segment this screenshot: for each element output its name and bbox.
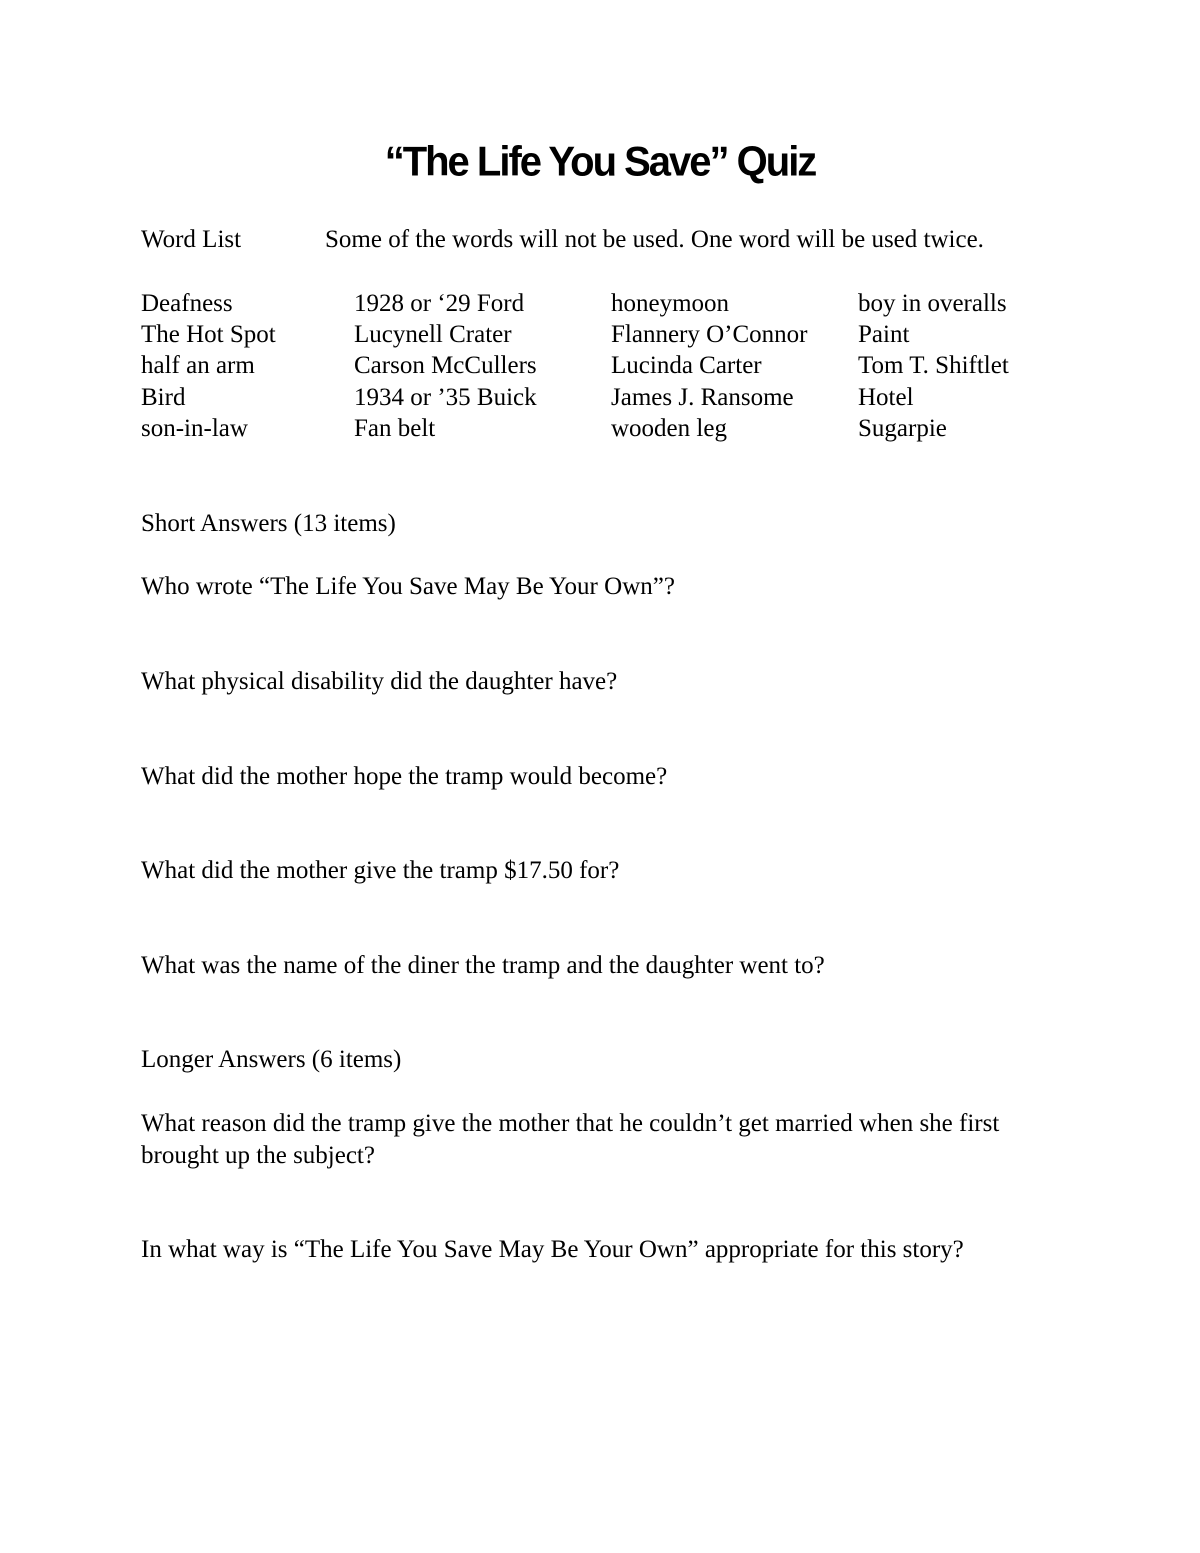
word-list-item: Tom T. Shiftlet xyxy=(858,352,1009,379)
short-answer-question: What was the name of the diner the tramp and the daughter went to? xyxy=(141,952,825,979)
short-answer-question: What physical disability did the daughter have? xyxy=(141,668,618,695)
word-list-item: James J. Ransome xyxy=(611,384,794,411)
short-answer-question: What did the mother give the tramp $17.50 for? xyxy=(141,857,620,884)
longer-answer-question: What reason did the tramp give the mother that he couldn’t get married when she first brought up the subject? xyxy=(141,1110,1000,1169)
word-list-item: 1928 or ‘29 Ford xyxy=(354,290,525,317)
word-list-item: Flannery O’Connor xyxy=(611,321,808,348)
word-list-label: Word List xyxy=(141,226,242,253)
page-title: “The Life You Save” Quiz xyxy=(384,138,816,186)
short-answers-heading: Short Answers (13 items) xyxy=(141,510,396,537)
word-list-item: Bird xyxy=(141,384,186,411)
word-list-item: Paint xyxy=(858,321,910,348)
word-list-item: The Hot Spot xyxy=(141,321,276,348)
word-list-item: Deafness xyxy=(141,290,233,317)
word-list-item: Fan belt xyxy=(354,415,436,442)
word-list-item: Hotel xyxy=(858,384,914,411)
word-list-item: Carson McCullers xyxy=(354,352,537,379)
word-list-item: 1934 or ’35 Buick xyxy=(354,384,537,411)
word-list-item: son-in-law xyxy=(141,415,248,442)
longer-answer-question: In what way is “The Life You Save May Be Your Own” appropriate for this story? xyxy=(141,1236,964,1263)
word-list-item: boy in overalls xyxy=(858,290,1007,317)
word-list-item: Lucinda Carter xyxy=(611,352,762,379)
short-answer-question: What did the mother hope the tramp would become? xyxy=(141,763,668,790)
short-answer-question: Who wrote “The Life You Save May Be Your Own”? xyxy=(141,573,675,600)
word-list-item: half an arm xyxy=(141,352,255,379)
word-list-item: Sugarpie xyxy=(858,415,947,442)
word-list-item: honeymoon xyxy=(611,290,730,317)
word-list-item: wooden leg xyxy=(611,415,727,442)
word-list-instructions: Some of the words will not be used. One word will be used twice. xyxy=(325,226,984,253)
word-list-item: Lucynell Crater xyxy=(354,321,512,348)
longer-answers-heading: Longer Answers (6 items) xyxy=(141,1046,402,1073)
